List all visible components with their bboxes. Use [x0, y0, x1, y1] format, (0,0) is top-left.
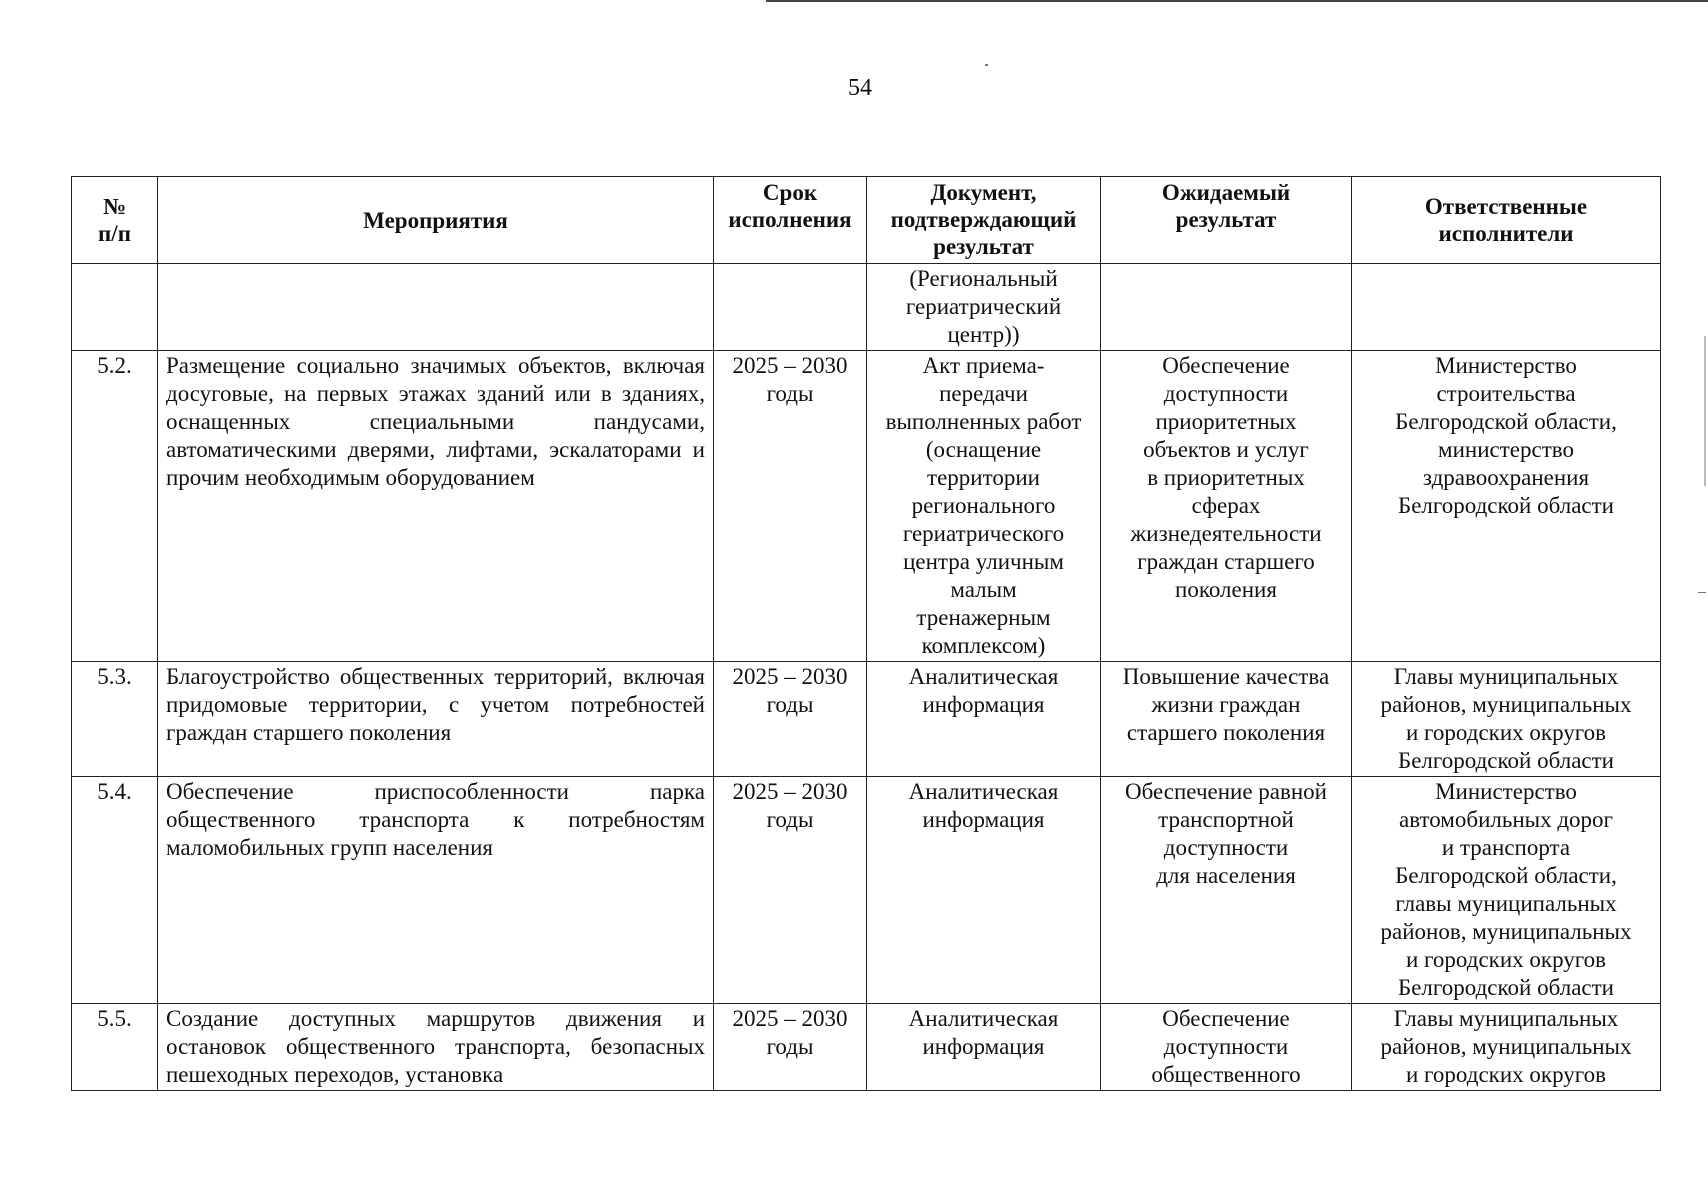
cell-number: 5.5. [72, 1004, 158, 1091]
cell-responsible [1352, 662, 1661, 777]
cell-line: центр)) [947, 322, 1020, 347]
cell-line: центра уличным [903, 549, 1064, 574]
cell-line: передачи [939, 381, 1028, 406]
cell-line: жизни граждан [1151, 692, 1301, 717]
cell-line: (Региональный [909, 266, 1058, 291]
cell-line: старшего поколения [1126, 720, 1326, 745]
cell-line: районов, муниципальных [1380, 1034, 1632, 1059]
cell-line: Главы муниципальных [1393, 1006, 1619, 1031]
scan-speck [1698, 592, 1706, 593]
cell-term [714, 351, 867, 662]
cell-line: выполненных работ [885, 409, 1082, 434]
cell-line: 2025 – 2030 [732, 1006, 848, 1031]
cell-term [714, 662, 867, 777]
scan-speck [1704, 336, 1706, 486]
header-term: Срок исполнения [714, 177, 867, 264]
cell-document [867, 662, 1101, 777]
cell-line: информация [922, 807, 1045, 832]
cell-line: комплексом) [921, 633, 1046, 658]
cell-line: объектов и услуг [1143, 437, 1309, 462]
cell-line: Аналитическая [908, 1006, 1059, 1031]
cell-line: гериатрического [902, 521, 1065, 546]
cell-line: и городских округов [1406, 720, 1606, 745]
cell-line: Белгородской области [1398, 748, 1614, 773]
cell-line: строительства [1436, 381, 1576, 406]
cell-line: Главы муниципальных [1393, 664, 1619, 689]
cell-number: 5.2. [72, 351, 158, 662]
cell-line: доступности [1163, 381, 1289, 406]
cell-responsible [1352, 264, 1661, 351]
cell-line: годы [766, 1034, 814, 1059]
cell-term [714, 777, 867, 1004]
cell-line: районов, муниципальных [1380, 919, 1632, 944]
measures-table [71, 176, 1661, 1091]
cell-event: Благоустройство общественных территорий, включая придомовые территории, с учетом потребностей граждан старшего поколения [158, 662, 714, 777]
cell-number: 5.3. [72, 662, 158, 777]
cell-line: районов, муниципальных [1380, 692, 1632, 717]
cell-result [1101, 264, 1352, 351]
cell-line: и транспорта [1441, 835, 1571, 860]
header-document: Документ, подтверждающий результат [867, 177, 1101, 264]
table-row [72, 351, 1661, 662]
cell-line: в приоритетных [1147, 465, 1305, 490]
cell-line: жизнедеятельности [1130, 521, 1322, 546]
cell-line: транспортной [1158, 807, 1294, 832]
cell-event [158, 264, 714, 351]
cell-line: граждан старшего [1137, 549, 1315, 574]
cell-event: Обеспечение приспособленности парка общественного транспорта к потребностям маломобильных групп населения [158, 777, 714, 1004]
cell-document [867, 777, 1101, 1004]
cell-line: Белгородской области [1398, 975, 1614, 1000]
cell-line: 2025 – 2030 [732, 779, 848, 804]
cell-line: Белгородской области, [1395, 863, 1617, 888]
cell-line: 2025 – 2030 [732, 664, 848, 689]
cell-term [714, 1004, 867, 1091]
cell-line: тренажерным [916, 605, 1051, 630]
cell-line: Обеспечение [1162, 353, 1290, 378]
cell-event: Создание доступных маршрутов движения и остановок общественного транспорта, безопасных пешеходных переходов, установка [158, 1004, 714, 1091]
cell-document [867, 264, 1101, 351]
cell-responsible [1352, 777, 1661, 1004]
cell-line: доступности [1163, 1034, 1289, 1059]
cell-line: Аналитическая [908, 779, 1059, 804]
cell-result [1101, 1004, 1352, 1091]
cell-result [1101, 777, 1352, 1004]
cell-line: и городских округов [1406, 947, 1606, 972]
cell-line: информация [922, 692, 1045, 717]
cell-line: Министерство [1435, 779, 1577, 804]
cell-line: годы [766, 692, 814, 717]
cell-line: здравоохранения [1422, 465, 1590, 490]
table-row [72, 264, 1661, 351]
cell-line: главы муниципальных [1395, 891, 1617, 916]
cell-result [1101, 662, 1352, 777]
cell-document [867, 351, 1101, 662]
cell-line: Министерство [1435, 353, 1577, 378]
cell-line: 2025 – 2030 [732, 353, 848, 378]
cell-responsible [1352, 1004, 1661, 1091]
cell-line: доступности [1163, 835, 1289, 860]
header-number: № п/п [72, 177, 158, 264]
table-header-row [72, 177, 1661, 264]
cell-line: Обеспечение [1162, 1006, 1290, 1031]
cell-number: 5.4. [72, 777, 158, 1004]
cell-line: регионального [911, 493, 1056, 518]
cell-event: Размещение социально значимых объектов, включая досуговые, на первых этажах зданий или в зданиях, оснащенных специальными пандусами, автоматическими дверями, лифтами, эскалаторами и прочим необходимым оборудованием [158, 351, 714, 662]
page-number: 54 [848, 75, 872, 101]
cell-line: Обеспечение равной [1125, 779, 1327, 804]
cell-line: информация [922, 1034, 1045, 1059]
cell-line: (оснащение [925, 437, 1042, 462]
cell-line: малым [950, 577, 1017, 602]
cell-term [714, 264, 867, 351]
cell-line: министерство [1438, 437, 1574, 462]
table-row [72, 662, 1661, 777]
header-event: Мероприятия [158, 177, 714, 264]
table-row [72, 1004, 1661, 1091]
cell-line: поколения [1175, 577, 1277, 602]
cell-line: годы [766, 381, 814, 406]
cell-line: Акт приема- [922, 353, 1045, 378]
header-result: Ожидаемый результат [1101, 177, 1352, 264]
cell-line: годы [766, 807, 814, 832]
cell-line: Повышение качества [1122, 664, 1330, 689]
scan-speck [985, 64, 988, 66]
header-responsible: Ответственные исполнители [1352, 177, 1661, 264]
cell-responsible [1352, 351, 1661, 662]
table-row [72, 777, 1661, 1004]
cell-number [72, 264, 158, 351]
cell-line: гериатрический [905, 294, 1062, 319]
cell-result [1101, 351, 1352, 662]
cell-line: Аналитическая [908, 664, 1059, 689]
cell-line: Белгородской области, [1395, 409, 1617, 434]
cell-line: общественного [1151, 1062, 1301, 1087]
cell-line: и городских округов [1406, 1062, 1606, 1087]
cell-line: сферах [1191, 493, 1261, 518]
cell-line: приоритетных [1155, 409, 1297, 434]
cell-line: для населения [1156, 863, 1296, 888]
cell-line: Белгородской области [1398, 493, 1614, 518]
top-rule [766, 0, 1708, 2]
cell-line: территории [927, 465, 1040, 490]
cell-line: автомобильных дорог [1399, 807, 1613, 832]
cell-document [867, 1004, 1101, 1091]
